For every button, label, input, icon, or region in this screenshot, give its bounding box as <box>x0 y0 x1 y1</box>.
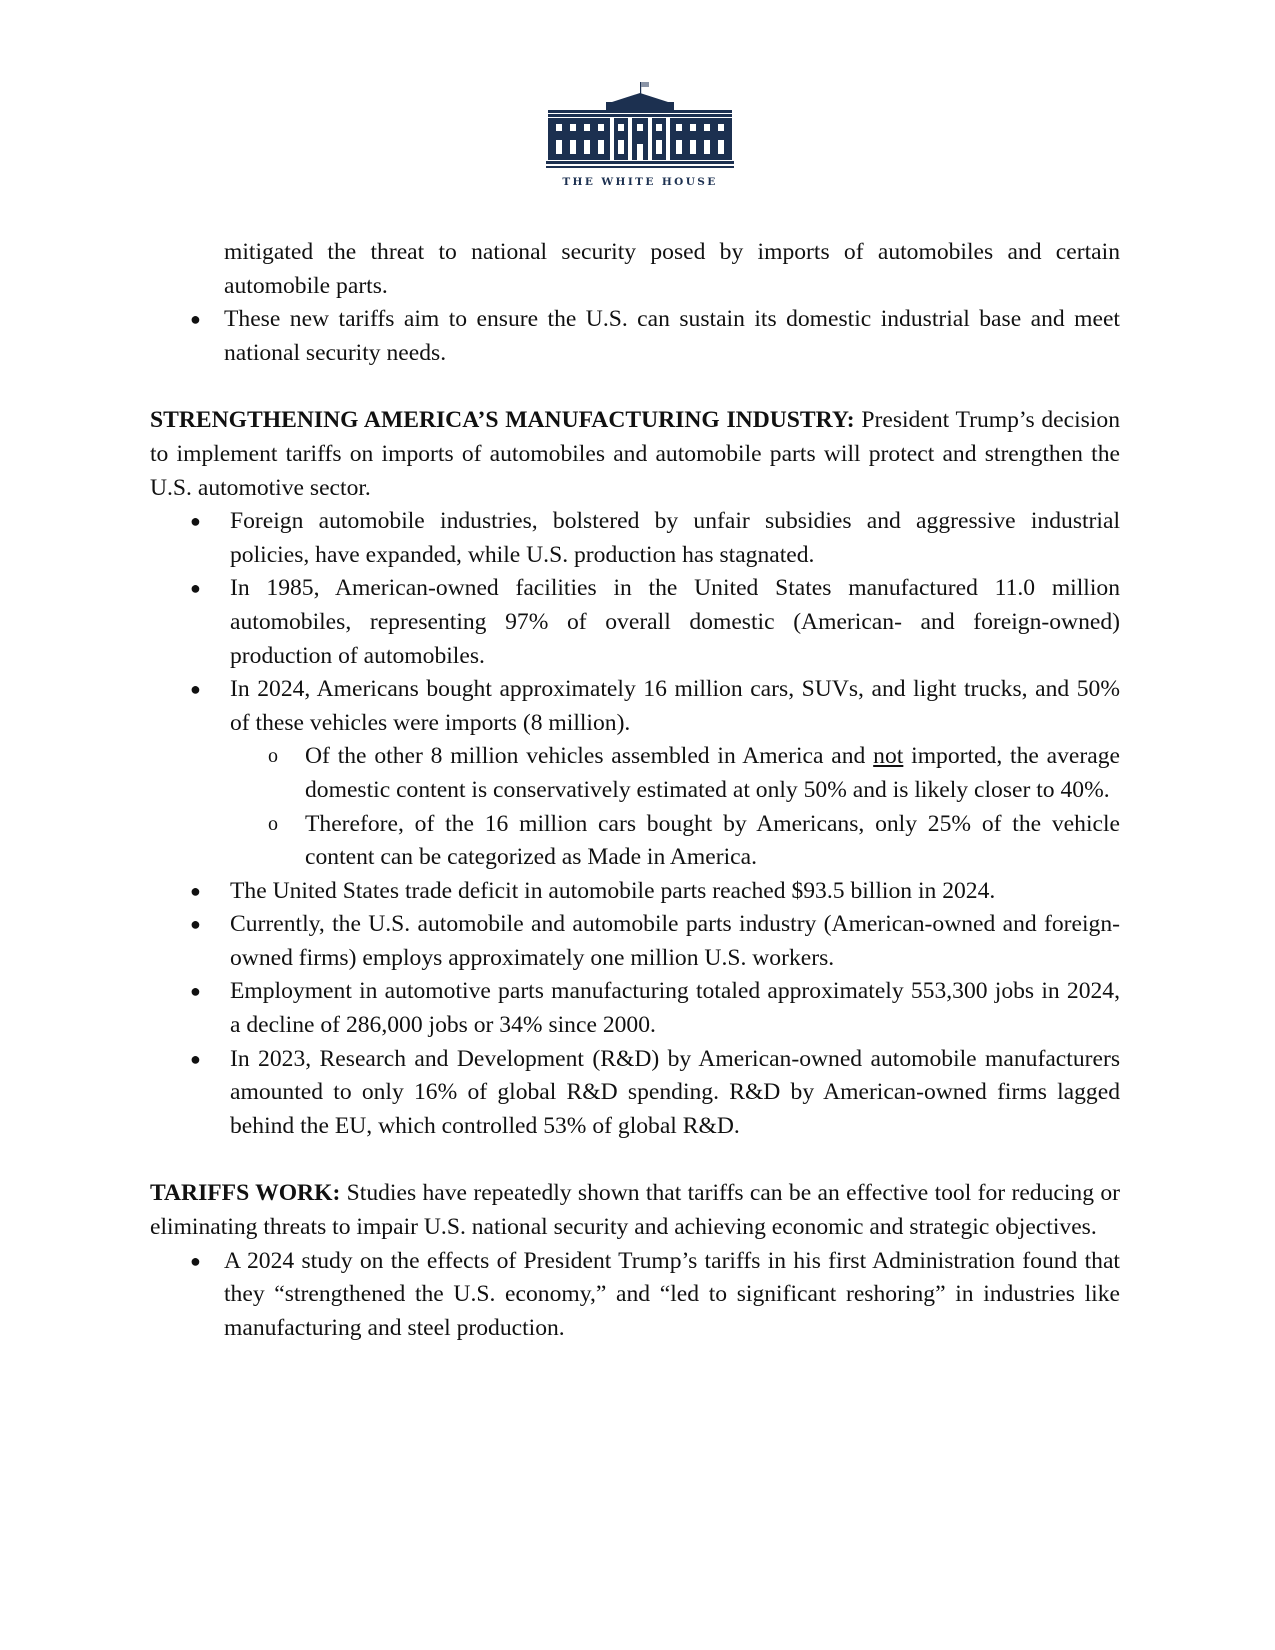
bullet-icon: ● <box>190 981 201 1002</box>
bullet-icon: ● <box>190 914 201 935</box>
section-lead-text: President Trump’s decision to implement tariffs on imports of automobiles and automobile parts will protect and strengthen the U.S. automotive sector. <box>150 407 1121 501</box>
bullet-icon: ● <box>190 1250 201 1271</box>
list-item <box>150 572 1120 673</box>
list-item <box>150 303 1120 370</box>
list-item-text-after: imported, the average domestic content is conservatively estimated at only 50% and is likely closer to 40%. <box>305 743 1120 803</box>
list-item-text: Employment in automotive parts manufacturing totaled approximately 553,300 jobs in 2024, a decline of 286,000 jobs or 34% since 2000. <box>230 978 1120 1039</box>
document-body <box>150 236 1120 1345</box>
white-house-icon <box>546 80 734 172</box>
section-heading: STRENGTHENING AMERICA’S MANUFACTURING INDUSTRY: <box>150 407 855 434</box>
list-item-text: Currently, the U.S. automobile and automobile parts industry (American-owned and foreign-owned firms) employs approximately one million U.S. workers. <box>230 911 1120 971</box>
logo-text: THE WHITE HOUSE <box>562 176 718 188</box>
hollow-bullet-icon: o <box>268 745 278 768</box>
list-item-text: The United States trade deficit in automobile parts reached $93.5 billion in 2024. <box>230 877 996 904</box>
sub-list-item <box>150 808 1120 875</box>
list-item-text: Therefore, of the 16 million cars bought by Americans, only 25% of the vehicle content can be categorized as Made in America. <box>305 810 1120 871</box>
sub-list-item <box>150 740 1120 807</box>
list-item <box>150 505 1120 572</box>
list-item-text: These new tariffs aim to ensure the U.S. can sustain its domestic industrial base and meet national security needs. <box>224 306 1120 366</box>
list-item-text: A 2024 study on the effects of President Trump’s tariffs in his first Administration found that they “strengthened the U.S. economy,” and “led to significant reshoring” in industries like manufacturing and steel production. <box>224 1247 1120 1341</box>
bullet-icon: ● <box>190 679 201 700</box>
list-item <box>150 875 1120 909</box>
list-item-text: In 2024, Americans bought approximately 16 million cars, SUVs, and light trucks, and 50% of these vehicles were imports (8 million). <box>230 676 1120 736</box>
list-item <box>150 1043 1120 1144</box>
intro-continuation: mitigated the threat to national security posed by imports of automobiles and certain automobile parts. <box>224 239 1120 299</box>
intro-bullet-list <box>150 303 1120 370</box>
tariffs-section-lead <box>150 1177 1120 1244</box>
section-heading: TARIFFS WORK: <box>150 1180 341 1207</box>
bullet-icon: ● <box>190 880 201 901</box>
manufacturing-section-lead <box>150 404 1120 505</box>
bullet-icon: ● <box>190 578 201 599</box>
manufacturing-bullet-list <box>150 505 1120 1143</box>
section-lead-text: Studies have repeatedly shown that tariffs can be an effective tool for reducing or eliminating threats to impair U.S. national security and achieving economic and strategic objectives. <box>150 1180 1121 1241</box>
list-item <box>150 673 1120 740</box>
bullet-icon: ● <box>190 511 201 532</box>
list-item-text: In 1985, American-owned facilities in the United States manufactured 11.0 million automobiles, representing 97% of overall domestic (American- and foreign-owned) production of automobiles. <box>230 575 1120 669</box>
bullet-icon: ● <box>190 309 201 330</box>
hollow-bullet-icon: o <box>268 812 278 835</box>
list-item <box>150 1245 1120 1346</box>
list-item-text: Foreign automobile industries, bolstered by unfair subsidies and aggressive industrial policies, have expanded, while U.S. production has stagnated. <box>230 508 1120 568</box>
list-item <box>150 908 1120 975</box>
tariffs-bullet-list <box>150 1245 1120 1346</box>
list-item-text: In 2023, Research and Development (R&D) by American-owned automobile manufacturers amounted to only 16% of global R&D spending. R&D by American-owned firms lagged behind the EU, which controlled 53% of global R&D. <box>230 1045 1120 1139</box>
white-house-logo <box>545 80 735 200</box>
list-item-text-before: Of the other 8 million vehicles assembled in America and <box>305 743 874 770</box>
underlined-emphasis: not <box>873 743 904 770</box>
list-item <box>150 975 1120 1042</box>
bullet-icon: ● <box>190 1048 201 1069</box>
